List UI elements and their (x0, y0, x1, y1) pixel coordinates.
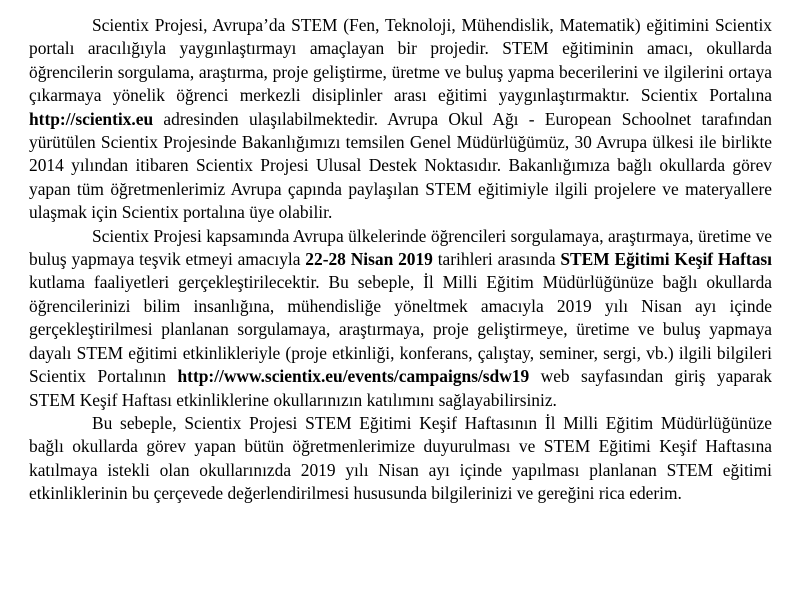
stem-week-text-2: tarihleri arasında (432, 249, 561, 270)
event-date: 22-28 Nisan 2019 (305, 249, 433, 270)
intro-text-1: Scientix Projesi, Avrupa’da STEM (Fen, Teknoloji, Mühendislik, Matematik) eğitimini Scientix portalı aracılığıyla yaygınlaştırmayı amaçlayan bir projedir. STEM eğitiminin amacı, okullarda öğrencilerin sorgulama, araştırma, proje geliştirme, üretme ve buluş yapma becerilerini ve ilgilerini ortaya çıkarmaya yönelik öğrenci merkezli disiplinler arası eğitimi yaygınlaştırmaktır. Scientix Portalına (29, 15, 772, 106)
paragraph-request (29, 412, 772, 506)
stem-week-text-3: kutlama faaliyetleri gerçekleştirilecektir. Bu sebeple, İl Milli Eğitim Müdürlüğünüze bağlı okullarda öğrencilerinizi bilim insanlığına, mühendisliğe yöneltmek amacıyla 2019 yılı Nisan ayı içinde gerçekleştirilmesi planlanan sorgulamaya, araştırmaya, proje geliştirmeye, üretime ve buluş yapmaya dayalı STEM eğitimi etkinlikleriyle (proje etkinliği, konferans, çalıştay, seminer, sergi, vb.) ilgili bilgileri Scientix Portalının (29, 272, 772, 387)
campaign-link[interactable]: http://www.scientix.eu/events/campaigns/sdw19 (177, 366, 530, 387)
intro-text-2: adresinden ulaşılabilmektedir. Avrupa Okul Ağı - European Schoolnet tarafından yürütülen Scientix Projesinde Bakanlığımızı temsilen Genel Müdürlüğümüz, 30 Avrupa ülkesi ile birlikte 2014 yılından itibaren Scientix Projesi Ulusal Destek Noktasıdır. Bakanlığımıza bağlı okullarda görev yapan tüm öğretmenlerimiz Avrupa çapında paylaşılan STEM eğitimiyle ilgili projelere ve materyallere ulaşmak için Scientix portalına üye olabilir. (29, 108, 772, 223)
paragraph-stem-week (29, 225, 772, 412)
event-name: STEM Eğitimi Keşif Haftası (560, 249, 773, 270)
document-body (29, 14, 772, 506)
stem-week-text-1: Scientix Projesi kapsamında Avrupa ülkelerinde öğrencileri sorgulamaya, araştırmaya, üretime ve buluş yapmaya teşvik etmeyi amacıyla (29, 225, 772, 270)
scientix-portal-link[interactable]: http://scientix.eu (29, 108, 154, 129)
stem-week-text-4: web sayfasından giriş yaparak STEM Keşif Haftası etkinliklerine okullarınızın katılımını sağlayabilirsiniz. (29, 366, 772, 410)
request-text: Bu sebeple, Scientix Projesi STEM Eğitimi Keşif Haftasının İl Milli Eğitim Müdürlüğünüze bağlı okullarda görev yapan bütün öğretmenlerimize duyurulması ve STEM Eğitimi Keşif Haftasına katılmaya istekli olan okullarınızda 2019 yılı Nisan ayı içinde yapılması planlanan STEM eğitimi etkinliklerinin bu çerçevede değerlendirilmesi hususunda bilgilerinizi ve gereğini rica ederim. (29, 412, 772, 504)
paragraph-scientix-intro (29, 14, 772, 225)
